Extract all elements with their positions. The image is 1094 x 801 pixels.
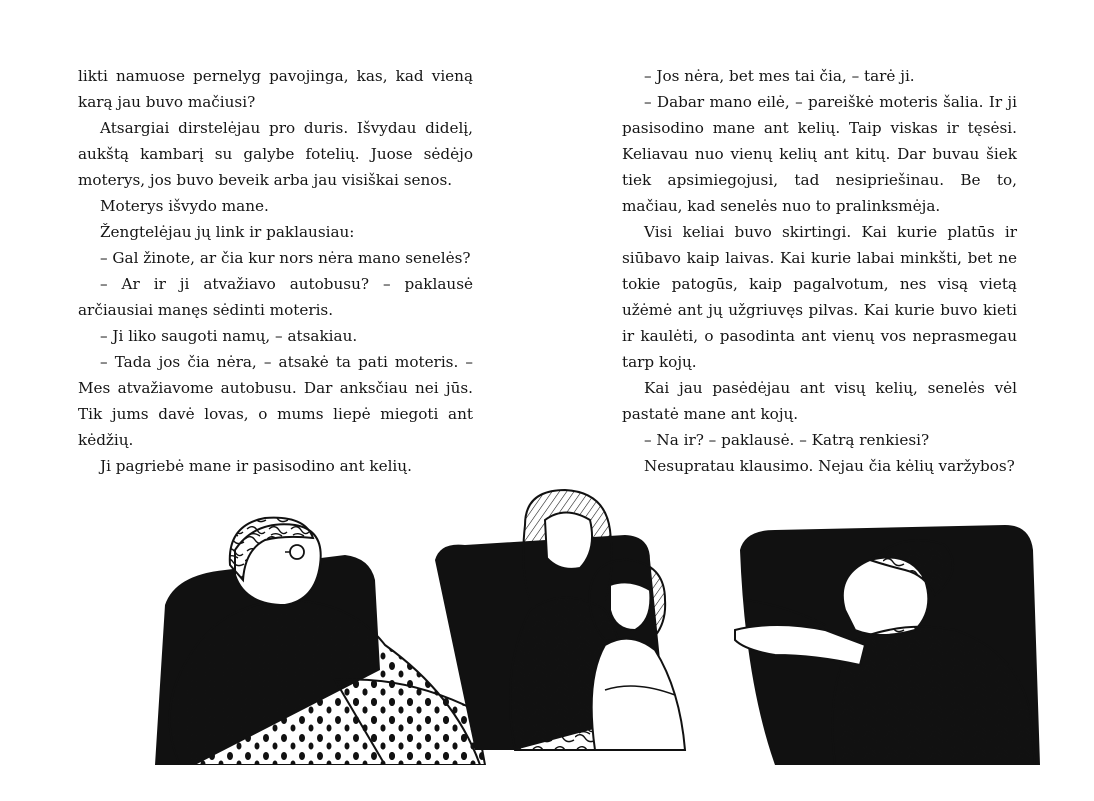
paragraph: – Tada jos čia nėra, – atsakė ta pati moteris. – Mes atvažiavome autobusu. Dar anksčiau nei jūs. Tik jums davė lovas, o mums liepė miegoti ant kėdžių. bbox=[78, 353, 473, 449]
paragraph: – Na ir? – paklausė. – Katrą renkiesi? bbox=[644, 431, 930, 449]
paragraph: likti namuose pernelyg pavojinga, kas, kad vieną karą jau buvo mačiusi? bbox=[78, 67, 473, 111]
paragraph: Žengtelėjau jų link ir paklausiau: bbox=[100, 223, 355, 241]
left-page-text bbox=[78, 63, 473, 479]
paragraph: – Ji liko saugoti namų, – atsakiau. bbox=[100, 327, 358, 345]
girl-on-lap bbox=[590, 560, 685, 750]
illustration-women-in-armchairs bbox=[135, 480, 1040, 765]
paragraph: Ji pagriebė mane ir pasisodino ant kelių. bbox=[100, 457, 412, 475]
paragraph: – Ar ir ji atvažiavo autobusu? – paklausė arčiausiai manęs sėdinti moteris. bbox=[78, 275, 473, 319]
paragraph: Moterys išvydo mane. bbox=[100, 197, 269, 215]
paragraph: – Dabar mano eilė, – pareiškė moteris šalia. Ir ji pasisodino mane ant kelių. Taip viskas ir tęsėsi. Keliavau nuo vienų kelių ant kitų. Dar buvau šiek tiek apsimiegojusi, tad nesipriešinau. Be to, mačiau, kad senelės nuo to pralinksmėja. bbox=[622, 93, 1017, 215]
paragraph: Kai jau pasėdėjau ant visų kelių, senelės vėl pastatė mane ant kojų. bbox=[622, 379, 1017, 423]
paragraph: – Gal žinote, ar čia kur nors nėra mano senelės? bbox=[100, 249, 471, 267]
paragraph: Atsargiai dirstelėjau pro duris. Išvydau didelį, aukštą kambarį su galybe fotelių. Juose sėdėjo moterys, jos buvo beveik arba jau visiškai senos. bbox=[78, 119, 473, 189]
right-page-text bbox=[622, 63, 1017, 479]
paragraph: – Jos nėra, bet mes tai čia, – tarė ji. bbox=[644, 67, 915, 85]
paragraph: Nesupratau klausimo. Nejau čia kėlių varžybos? bbox=[644, 457, 1015, 475]
paragraph: Visi keliai buvo skirtingi. Kai kurie platūs ir siūbavo kaip laivas. Kai kurie labai minkšti, bet ne tokie patogūs, kaip pagalvotum, nes visą vietą užėmė ant jų užgriuvęs pilvas. Kai kurie buvo kieti ir kaulėti, o pasodinta ant vienų vos neprasmegau tarp kojų. bbox=[622, 223, 1017, 371]
